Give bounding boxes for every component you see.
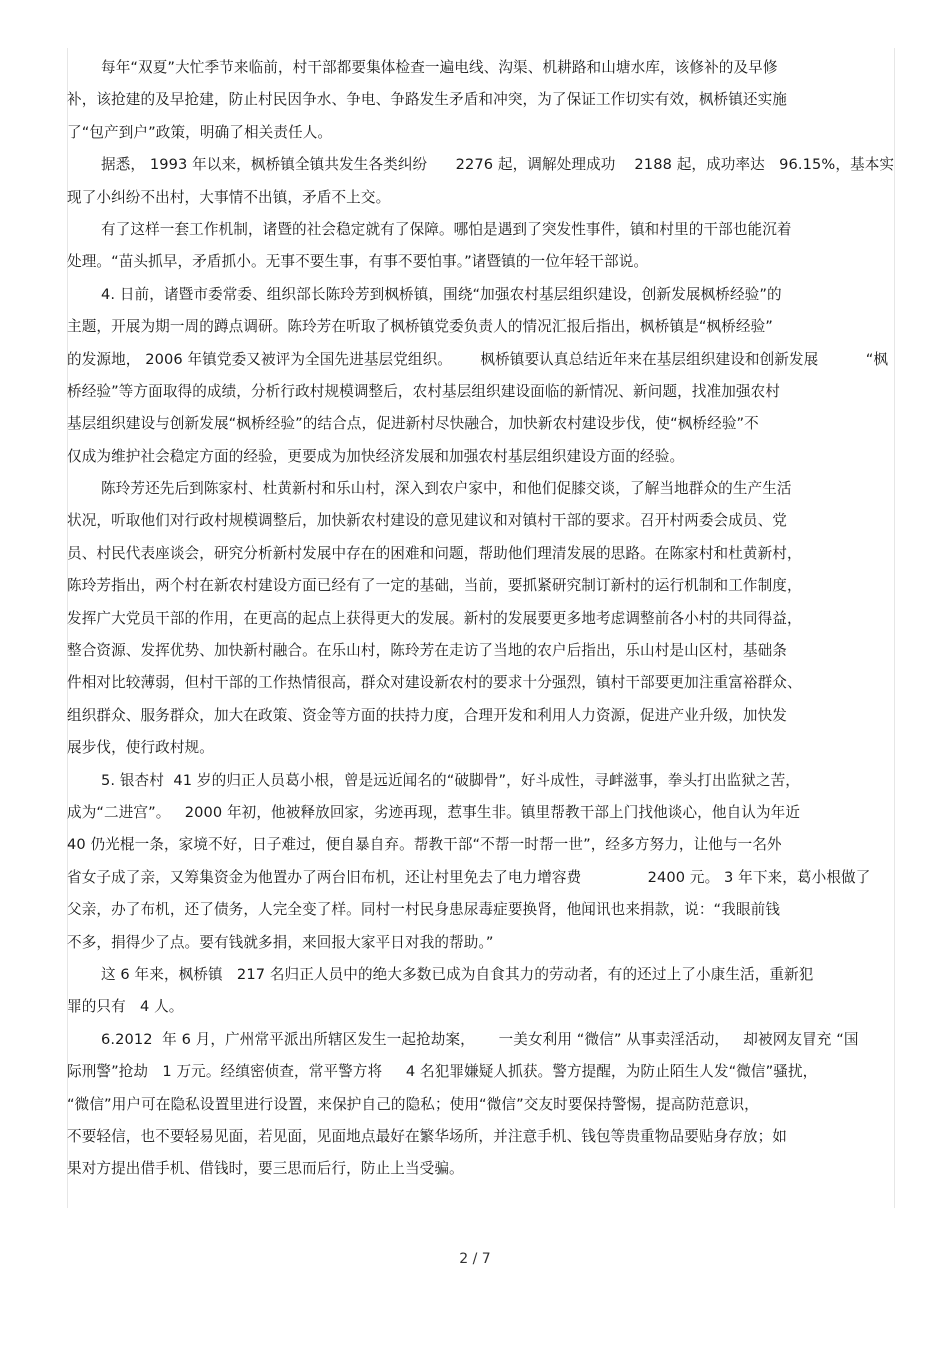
text-line: 果对方提出借手机、借钱时，要三思而后行，防止上当受骗。 — [67, 1160, 464, 1178]
text-line: 据悉， 1993 年以来，枫桥镇全镇共发生各类纠纷 2276 起，调解处理成功 2188 起，成功率达 96.15%，基本实 — [101, 156, 895, 174]
text-line: 整合资源、发挥优势、加快新村融合。在乐山村，陈玲芳在走访了当地的农户后指出，乐山村是山区村，基础条 — [67, 642, 787, 660]
text-line: 陈玲芳指出，两个村在新农村建设方面已经有了一定的基础，当前，要抓紧研究制订新村的运行机制和工作制度， — [67, 577, 802, 595]
document-body — [67, 52, 897, 1186]
text-line: 员、村民代表座谈会，研究分析新村发展中存在的困难和问题，帮助他们理清发展的思路。在陈家村和杜黄新村， — [67, 544, 802, 562]
text-line: 4. 日前，诸暨市委常委、组织部长陈玲芳到枫桥镇，围绕“加强农村基层组织建设，创新发展枫桥经验”的 — [101, 285, 782, 303]
text-line: 基层组织建设与创新发展“枫桥经验”的结合点，促进新村尽快融合，加快新农村建设步伐，使“枫桥经验”不 — [67, 415, 759, 433]
text-line: 的发源地， 2006 年镇党委又被评为全国先进基层党组织。 枫桥镇要认真总结近年来在基层组织建设和创新发展 “枫 — [67, 350, 889, 368]
text-line: “微信”用户可在隐私设置里进行设置，来保护自己的隐私；使用“微信”交友时要保持警惕，提高防范意识， — [67, 1095, 759, 1113]
text-line: 展步伐，使行政村规。 — [67, 739, 214, 757]
text-line: 际刑警”抢劫 1 万元。经缜密侦查，常平警方将 4 名犯罪嫌疑人抓获。警方提醒，为防止陌生人发“微信”骚扰， — [67, 1063, 818, 1081]
text-line: 不要轻信，也不要轻易见面，若见面，见面地点最好在繁华场所，并注意手机、钱包等贵重物品要贴身存放；如 — [67, 1127, 787, 1145]
text-line: 件相对比较薄弱，但村干部的工作热情很高，群众对建设新农村的要求十分强烈，镇村干部要更加注重富裕群众、 — [67, 674, 802, 692]
text-line: 处理。“苗头抓早，矛盾抓小。无事不要生事，有事不要怕事。”诸暨镇的一位年轻干部说。 — [67, 253, 649, 271]
text-line: 仅成为维护社会稳定方面的经验，更要成为加快经济发展和加强农村基层组织建设方面的经验。 — [67, 447, 685, 465]
text-line: 成为“二进宫”。 2000 年初，他被释放回家，劣迹再现，惹事生非。镇里帮教干部上门找他谈心，他自认为年近 — [67, 803, 801, 821]
text-line: 省女子成了亲，又筹集资金为他置办了两台旧布机，还让村里免去了电力增容费 2400 元。 3 年下来，葛小根做了 — [67, 868, 871, 886]
text-line: 不多，捐得少了点。要有钱就多捐，来回报大家平日对我的帮助。” — [67, 933, 494, 951]
text-line: 陈玲芳还先后到陈家村、杜黄新村和乐山村，深入到农户家中，和他们促膝交谈，了解当地群众的生产生活 — [101, 480, 792, 498]
text-line: 6.2012 年 6 月，广州常平派出所辖区发生一起抢劫案， 一美女利用 “微信” 从事卖淫活动， 却被网友冒充 “国 — [101, 1030, 859, 1048]
text-line: 现了小纠纷不出村，大事情不出镇，矛盾不上交。 — [67, 188, 391, 206]
text-line: 每年“双夏”大忙季节来临前，村干部都要集体检查一遍电线、沟渠、机耕路和山塘水库，该修补的及早修 — [101, 59, 778, 76]
text-line: 主题，开展为期一周的蹲点调研。陈玲芳在听取了枫桥镇党委负责人的情况汇报后指出，枫桥镇是“枫桥经验” — [67, 318, 773, 336]
text-line: 5. 银杏村 41 岁的归正人员葛小根，曾是远近闻名的“破脚骨”，好斗成性，寻衅滋事，拳头打出监狱之苦， — [101, 771, 801, 789]
text-line: 父亲，办了布机，还了债务，人完全变了样。同村一村民身患尿毒症要换肾，他闻讯也来捐款，说：“我眼前钱 — [67, 901, 780, 919]
text-line: 罪的只有 4 人。 — [67, 998, 184, 1016]
text-line: 有了这样一套工作机制，诸暨的社会稳定就有了保障。哪怕是遇到了突发性事件，镇和村里的干部也能沉着 — [101, 220, 792, 238]
text-line: 发挥广大党员干部的作用，在更高的起点上获得更大的发展。新村的发展要更多地考虑调整前各小村的共同得益， — [67, 609, 802, 627]
text-line: 40 仍光棍一条，家境不好，日子难过，便自暴自弃。帮教干部“不帮一时帮一世”，经多方努力，让他与一名外 — [67, 836, 782, 854]
text-line: 了“包产到户”政策，明确了相关责任人。 — [67, 123, 333, 141]
text-line: 状况，听取他们对行政村规模调整后，加快新农村建设的意见建议和对镇村干部的要求。召开村两委会成员、党 — [67, 512, 787, 530]
text-line: 桥经验”等方面取得的成绩，分析行政村规模调整后，农村基层组织建设面临的新情况、新问题，找准加强农村 — [67, 382, 780, 400]
text-line: 组织群众、服务群众，加大在政策、资金等方面的扶持力度，合理开发和利用人力资源，促进产业升级，加快发 — [67, 706, 787, 724]
text-line: 补，该抢建的及早抢建，防止村民因争水、争电、争路发生矛盾和冲突，为了保证工作切实有效，枫桥镇还实施 — [67, 91, 787, 109]
page-number: 2 / 7 — [459, 1251, 491, 1267]
text-line: 这 6 年来，枫桥镇 217 名归正人员中的绝大多数已成为自食其力的劳动者，有的还过上了小康生活，重新犯 — [101, 965, 814, 983]
